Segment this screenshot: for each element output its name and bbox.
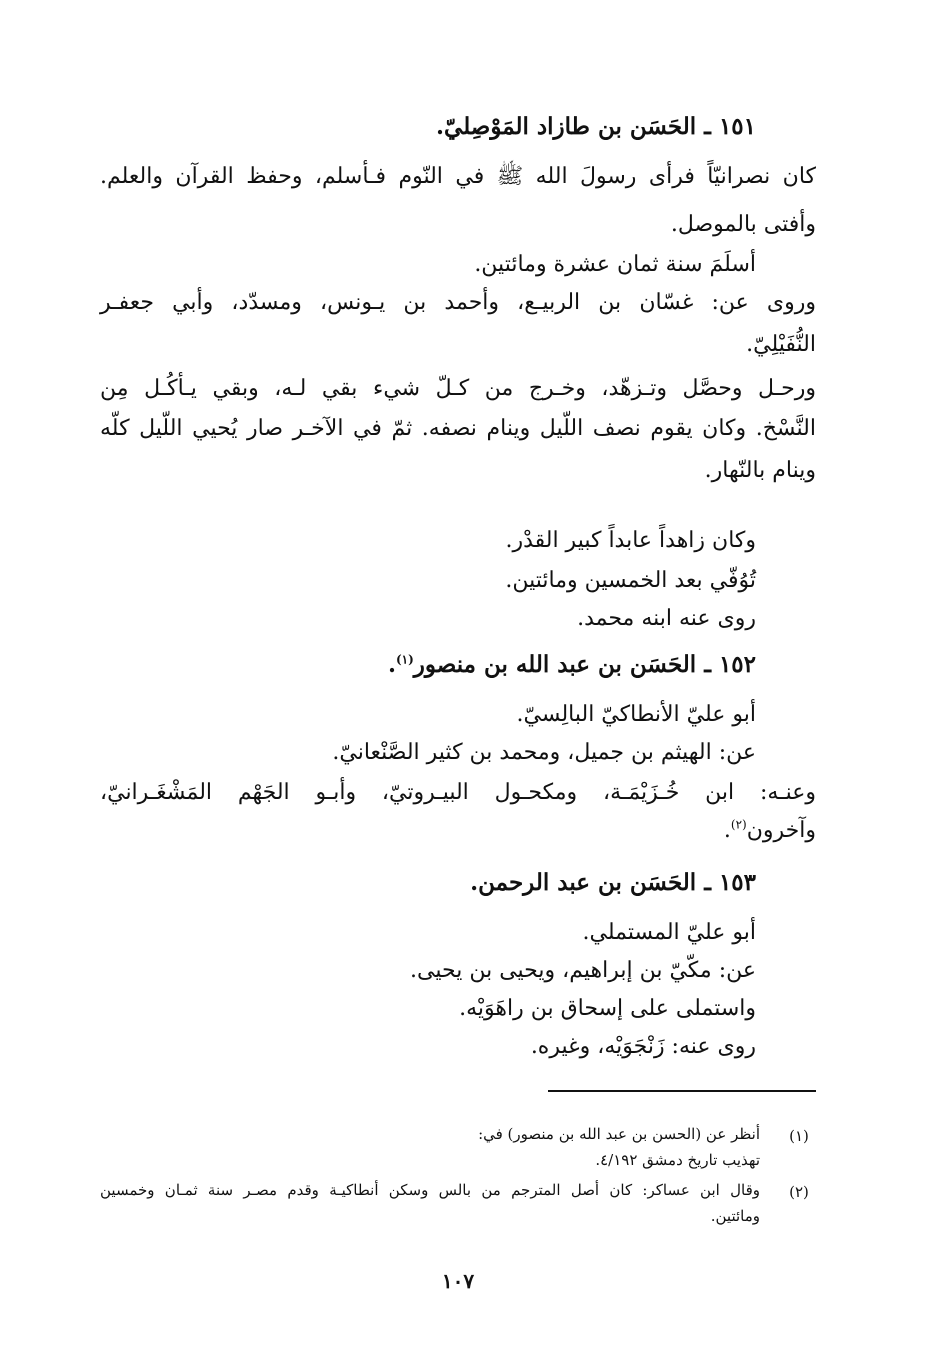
page-number: ١٠٧: [441, 1269, 475, 1293]
footnote-2-line-1: وقال ابن عساكر: كان أصل المترجم من بالس وسكن أنطاكيـة وقدم مصـر سنة ثمـان وخمسين: [100, 1181, 760, 1199]
entry-151-line-9: وكان زاهداً عابداً كبير القدْر.: [505, 528, 756, 553]
entry-153-line-1: أبو عليّ المستملي.: [582, 920, 756, 945]
entry-151-line-8: وينام بالنّهار.: [704, 458, 816, 483]
entry-152-heading-end: .: [387, 651, 396, 678]
entry-152-line-1: أبو عليّ الأنطاكيّ البالِسيّ.: [516, 702, 756, 727]
footnote-divider: [548, 1090, 816, 1092]
entry-151-line-6: ورحـل وحصَّل وتـزهّد، وخـرج من كـلّ شيء بقي لـه، وبقي يـأكُـل مِن: [100, 376, 816, 401]
entry-151-line-4: وروى عن: غسّان بن الربيـع، وأحمد بن يـونس، ومسدّد، وأبي جعفـر: [100, 290, 816, 315]
entry-151-line-1: كان نصرانيّاً فرأى رسولَ الله ﷺ في النّوم فـأسلم، وحفظ القرآن والعلم.: [100, 164, 816, 189]
footnote-1-number: (١): [789, 1127, 809, 1145]
entry-152-heading-text: ١٥٢ ـ الحَسَن بن عبد الله بن منصور: [413, 651, 756, 678]
footnote-ref-2[interactable]: (٢): [730, 817, 747, 832]
footnote-1-line-1: أنظر عن (الحسن بن عبد الله بن منصور) في:: [478, 1125, 760, 1143]
entry-152-line-4-text: وآخرون: [746, 818, 816, 843]
entry-153-line-2: عن: مكّيّ بن إبراهيم، ويحيى بن يحيى.: [410, 958, 756, 983]
footnote-ref-1[interactable]: (١): [395, 652, 414, 667]
entry-151-line-10: تُوُفّي بعد الخمسين ومائتين.: [505, 568, 756, 593]
footnote-2-number: (٢): [789, 1183, 809, 1201]
entry-151-line-5: النُّفَيْلِيّ.: [746, 332, 816, 357]
entry-152-heading: [388, 650, 756, 680]
entry-151-heading: ١٥١ ـ الحَسَن بن طازاد المَوْصِليّ.: [436, 113, 756, 140]
entry-152-line-2: عن: الهيثم بن جميل، ومحمد بن كثير الصَّنْعانيّ.: [332, 740, 756, 765]
entry-152-line-4: [724, 816, 816, 846]
entry-151-line-3: أسلَمَ سنة ثمان عشرة ومائتين.: [474, 252, 756, 277]
entry-151-line-7: النَّسْخ. وكان يقوم نصف اللّيل وينام نصفه. ثمّ في الآخـر صار يُحيي اللّيل كلّه: [100, 416, 816, 441]
entry-152-line-3: وعنـه: ابن خُـزَيْمَـة، ومكحـول البيـروتيّ، وأبـو الجَهْم المَشْغَـرانيّ،: [100, 780, 816, 805]
entry-151-line-2: وأفتى بالموصل.: [670, 212, 816, 237]
entry-152-line-4-end: .: [723, 818, 731, 843]
book-page: [100, 112, 816, 1362]
entry-153-line-3: واستملى على إسحاق بن راهَوَيْه.: [459, 996, 756, 1021]
footnote-2-line-2: ومائتين.: [710, 1207, 760, 1225]
entry-153-line-4: روى عنه: زَنْجَوَيْه، وغيره.: [530, 1034, 756, 1059]
entry-153-heading: ١٥٣ ـ الحَسَن بن عبد الرحمن.: [470, 869, 756, 896]
footnote-1-line-2: تهذيب تاريخ دمشق ٤/١٩٢.: [595, 1151, 760, 1169]
entry-151-line-11: روى عنه ابنه محمد.: [577, 606, 756, 631]
